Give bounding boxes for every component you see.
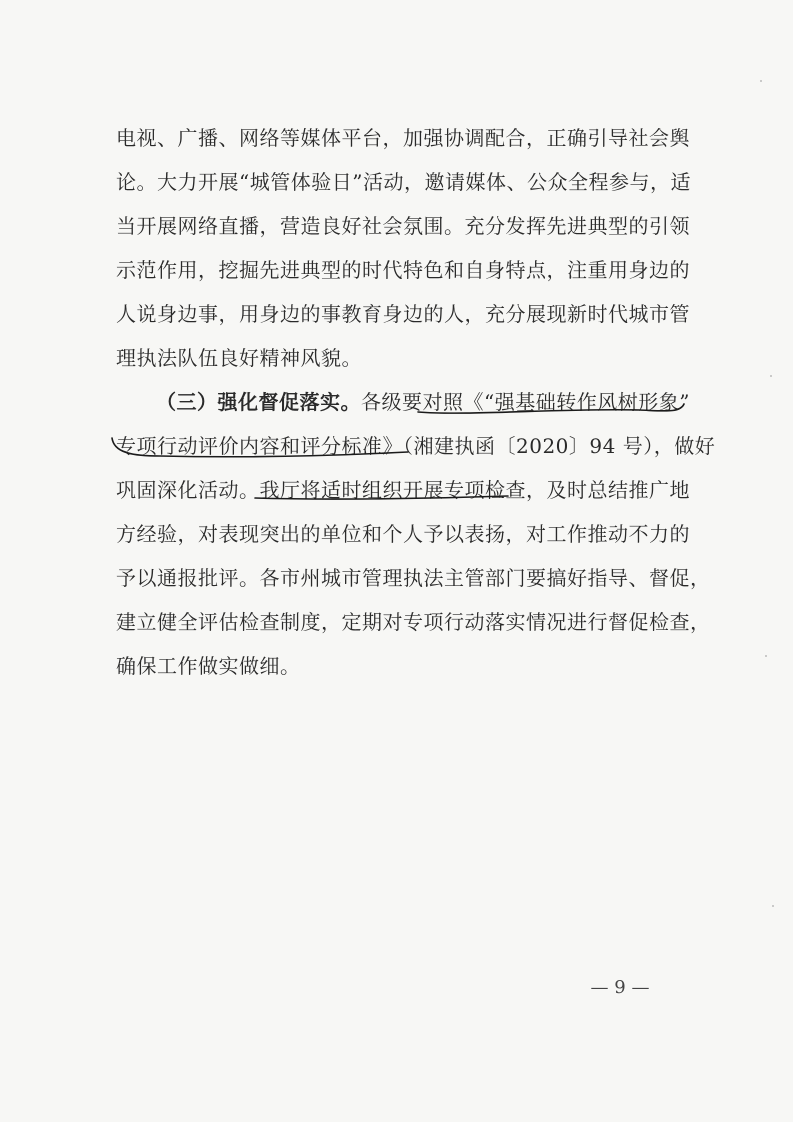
scan-speck [772,905,774,907]
paragraph-line: 当开展网络直播，营造良好社会氛围。充分发挥先进典型的引领 [116,214,690,238]
paragraph-line [116,472,690,508]
scan-speck [770,375,772,377]
paragraph-line: 电视、广播、网络等媒体平台，加强协调配合，正确引导社会舆 [116,126,690,150]
paragraph-line: 予以通报批评。各市州城市管理执法主管部门要搞好指导、督促， [116,566,711,590]
paragraph-text: 巩固深化活动。 [116,478,260,502]
paragraph-text: 各级要对照《“强基础转作风树形象” [361,390,690,414]
paragraph-line: 确保工作做实做细。 [116,654,301,678]
paragraph-line: 论。大力开展“城管体验日”活动，邀请媒体、公众全程参与，适 [116,170,691,194]
paragraph-text: ，及时总结推广地 [526,478,690,502]
page-number: — 9 — [590,977,650,998]
scan-speck [760,80,762,82]
paragraph-line: 示范作用，挖掘先进典型的时代特色和自身特点，注重用身边的 [116,258,690,282]
paragraph-line [156,384,690,420]
paragraph-line: 专项行动评价内容和评分标准》（湘建执函〔2020〕94 号），做好 [116,434,716,458]
paragraph-line: 建立健全评估检查制度，定期对专项行动落实情况进行督促检查， [116,610,711,634]
section-heading: （三）强化督促落实。 [156,390,361,414]
scan-speck [765,655,767,657]
paragraph-line: 理执法队伍良好精神风貌。 [116,346,362,370]
paragraph-line: 方经验，对表现突出的单位和个人予以表扬，对工作推动不力的 [116,522,690,546]
underlined-text: 我厅将适时组织开展专项检查 [259,478,526,502]
paragraph-line: 人说身边事，用身边的事教育身边的人，充分展现新时代城市管 [116,302,690,326]
